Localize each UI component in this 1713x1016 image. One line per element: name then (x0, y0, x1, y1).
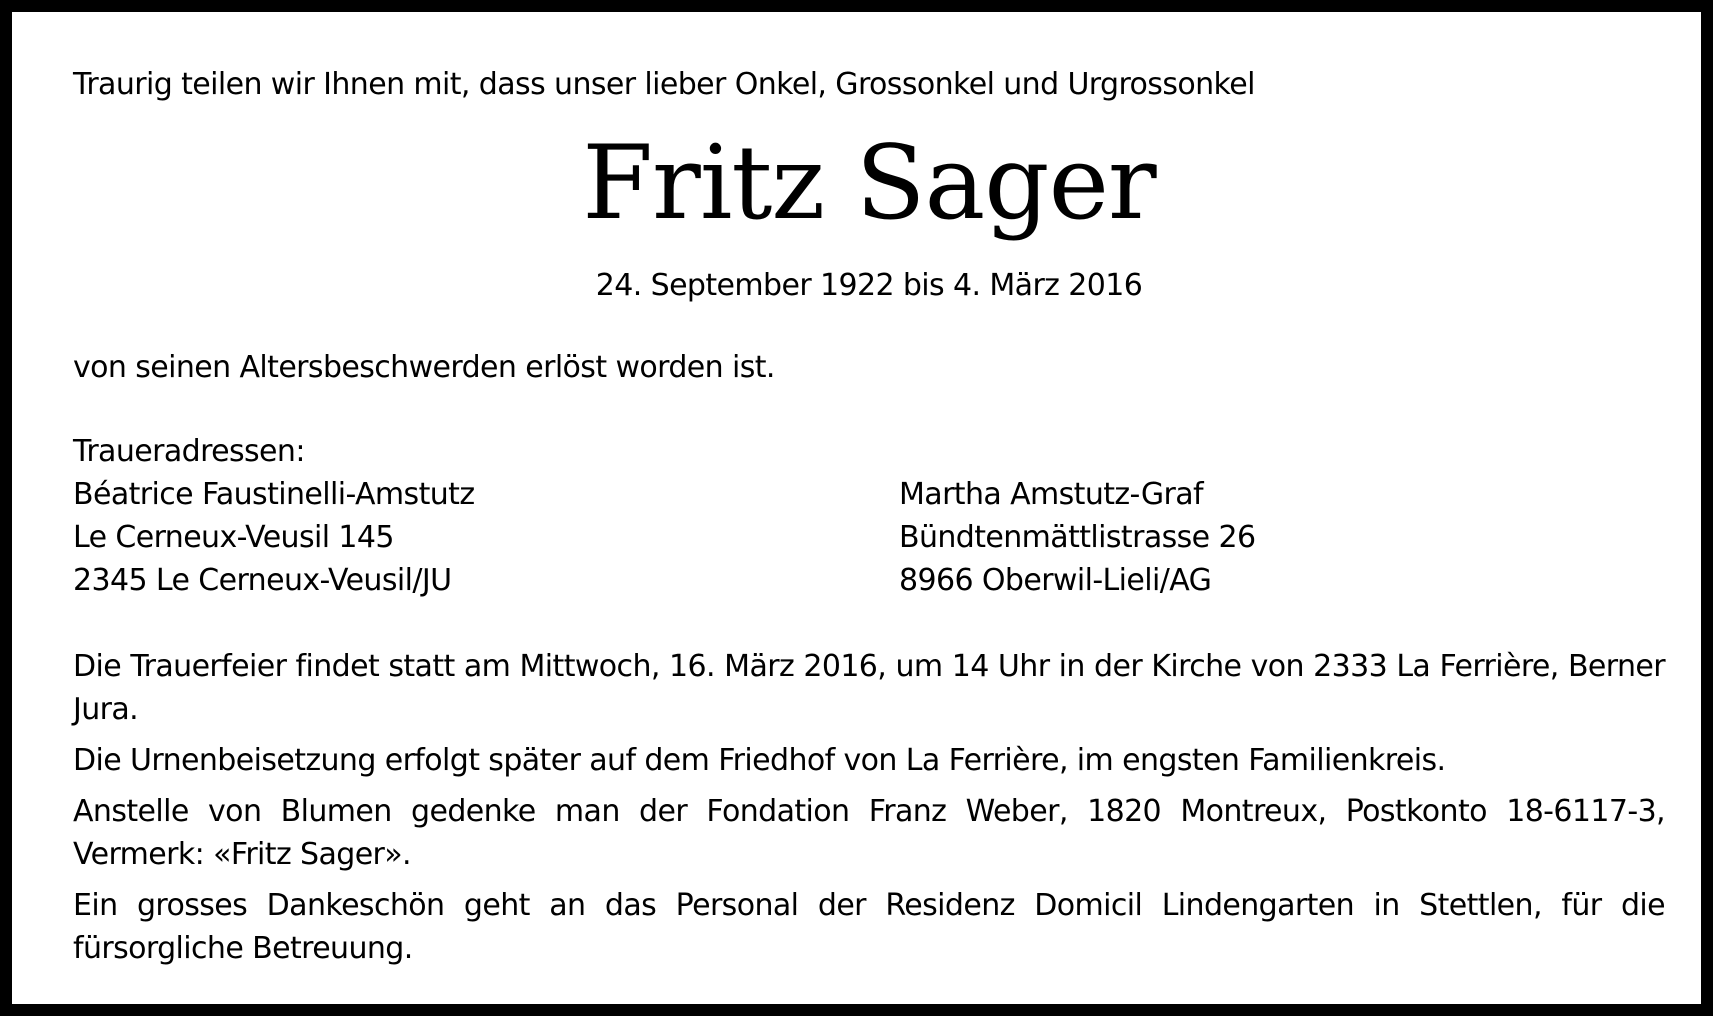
intro-text: Traurig teilen wir Ihnen mit, dass unser lieber Onkel, Grossonkel und Urgrossonkel (73, 67, 1255, 102)
address-right-street: Bündtenmättlistrasse 26 (899, 520, 1256, 555)
notice-paragraphs (73, 645, 1665, 978)
donation-paragraph: Anstelle von Blumen gedenke man der Fondation Franz Weber, 1820 Montreux, Postkonto 18-6117-3, Vermerk: «Fritz Sager». (73, 794, 1665, 872)
ceremony-paragraph: Die Trauerfeier findet statt am Mittwoch, 16. März 2016, um 14 Uhr in der Kirche von 2333 La Ferrière, Berner Jura. (73, 649, 1665, 727)
addresses-heading: Traueradressen: (73, 434, 305, 469)
thanks-paragraph: Ein grosses Dankeschön geht an das Personal der Residenz Domicil Lindengarten in Stettlen, für die fürsorgliche Betreuung. (73, 888, 1665, 966)
address-left-street: Le Cerneux-Veusil 145 (73, 520, 394, 555)
burial-paragraph: Die Urnenbeisetzung erfolgt später auf dem Friedhof von La Ferrière, im engsten Familienkreis. (73, 743, 1446, 778)
address-right (899, 473, 1255, 602)
life-dates: 24. September 1922 bis 4. März 2016 (595, 268, 1143, 303)
address-right-city: 8966 Oberwil-Lieli/AG (899, 563, 1212, 598)
address-left-city: 2345 Le Cerneux-Veusil/JU (73, 563, 452, 598)
deceased-name: Fritz Sager (582, 124, 1156, 243)
released-text: von seinen Altersbeschwerden erlöst worden ist. (73, 350, 775, 385)
address-right-name: Martha Amstutz-Graf (899, 477, 1204, 512)
address-left (73, 473, 474, 602)
address-left-name: Béatrice Faustinelli-Amstutz (73, 477, 475, 512)
